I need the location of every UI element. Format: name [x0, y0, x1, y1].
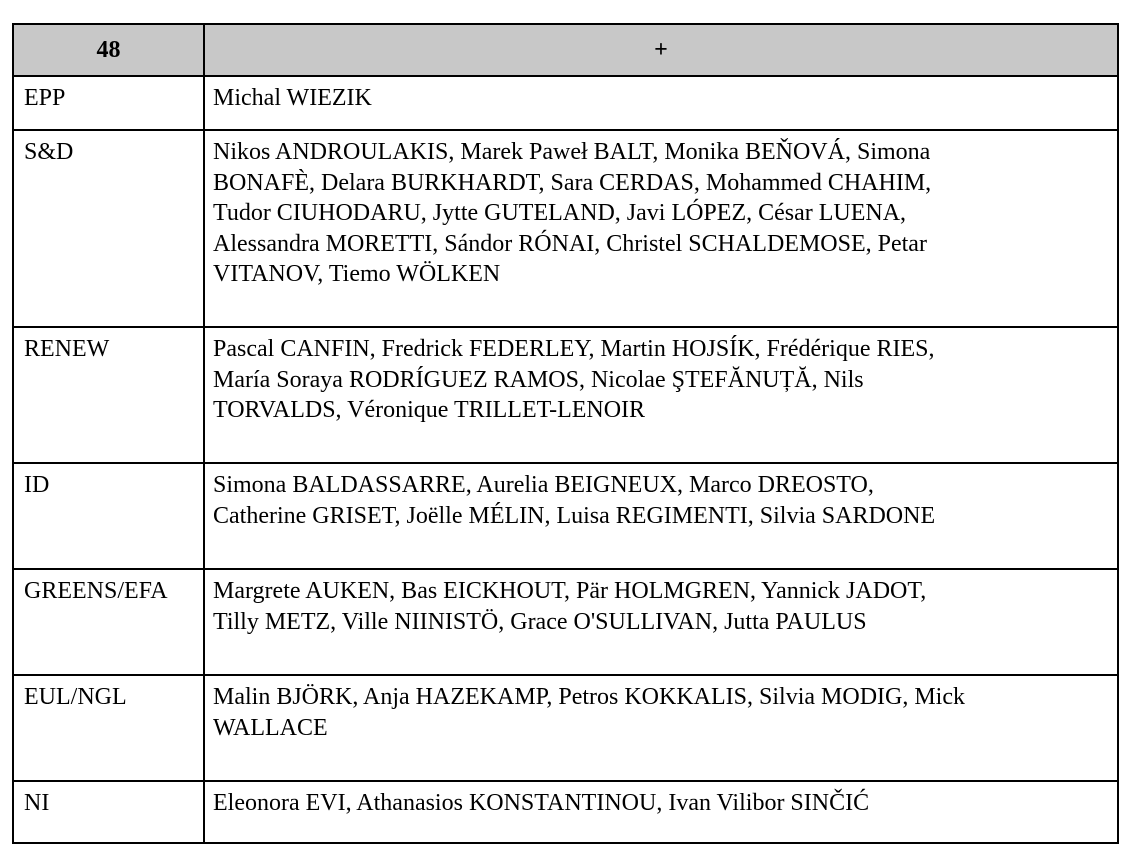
member-line: Eleonora EVI, Athanasios KONSTANTINOU, Ivan Vilibor SINČIĆ	[213, 790, 870, 816]
member-line: TORVALDS, Véronique TRILLET-LENOIR	[213, 397, 646, 423]
table-row	[13, 76, 1118, 130]
vote-count: 48	[13, 24, 204, 76]
member-line: Michal WIEZIK	[213, 85, 372, 111]
member-line: Pascal CANFIN, Fredrick FEDERLEY, Martin HOJSÍK, Frédérique RIES,	[213, 336, 935, 362]
group-name: NI	[13, 781, 204, 843]
member-line: Tilly METZ, Ville NIINISTÖ, Grace O'SULLIVAN, Jutta PAULUS	[213, 608, 867, 635]
vote-table	[12, 23, 1119, 844]
member-line: Simona BALDASSARRE, Aurelia BEIGNEUX, Marco DREOSTO,	[213, 472, 874, 498]
member-line: Tudor CIUHODARU, Jytte GUTELAND, Javi LÓPEZ, César LUENA,	[213, 200, 907, 226]
group-name: S&D	[13, 130, 204, 327]
member-line: VITANOV, Tiemo WÖLKEN	[213, 261, 501, 287]
member-list	[204, 327, 1118, 463]
member-list	[204, 463, 1118, 569]
member-list	[204, 76, 1118, 130]
table-row	[13, 569, 1118, 675]
member-line: María Soraya RODRÍGUEZ RAMOS, Nicolae ŞTEFĂNUȚĂ, Nils	[213, 366, 864, 393]
member-list	[204, 781, 1118, 843]
member-line: Nikos ANDROULAKIS, Marek Paweł BALT, Monika BEŇOVÁ, Simona	[213, 139, 931, 165]
table-row	[13, 130, 1118, 327]
member-list	[204, 130, 1118, 327]
group-name: GREENS/EFA	[13, 569, 204, 675]
member-line: BONAFÈ, Delara BURKHARDT, Sara CERDAS, Mohammed CHAHIM,	[213, 169, 932, 196]
table-row	[13, 463, 1118, 569]
table-row	[13, 675, 1118, 781]
member-line: Catherine GRISET, Joëlle MÉLIN, Luisa REGIMENTI, Silvia SARDONE	[213, 502, 936, 529]
header-row	[13, 24, 1118, 76]
member-line: Alessandra MORETTI, Sándor RÓNAI, Christel SCHALDEMOSE, Petar	[213, 230, 927, 257]
member-list	[204, 569, 1118, 675]
member-line: WALLACE	[213, 714, 328, 741]
table-row	[13, 327, 1118, 463]
group-name: ID	[13, 463, 204, 569]
vote-sign: +	[204, 24, 1118, 76]
member-list	[204, 675, 1118, 781]
member-line: Margrete AUKEN, Bas EICKHOUT, Pär HOLMGREN, Yannick JADOT,	[213, 578, 927, 604]
member-line: Malin BJÖRK, Anja HAZEKAMP, Petros KOKKALIS, Silvia MODIG, Mick	[213, 684, 966, 710]
table-row	[13, 781, 1118, 843]
group-name: EUL/NGL	[13, 675, 204, 781]
group-name: RENEW	[13, 327, 204, 463]
group-name: EPP	[13, 76, 204, 130]
